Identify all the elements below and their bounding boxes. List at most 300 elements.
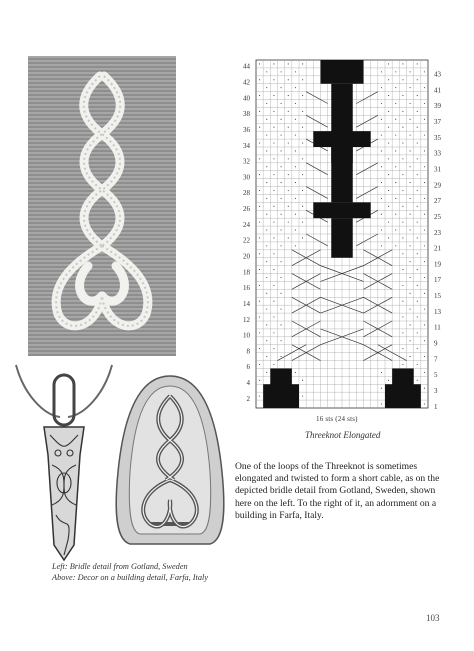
right-row-number: 23 — [434, 228, 441, 237]
purl-dot — [259, 396, 260, 397]
purl-dot — [273, 95, 274, 96]
left-row-number: 10 — [243, 331, 250, 340]
purl-dot — [417, 63, 418, 64]
purl-dot — [288, 111, 289, 112]
left-row-number: 8 — [246, 347, 250, 356]
left-row-number: 24 — [243, 220, 250, 229]
purl-dot — [302, 174, 303, 175]
purl-dot — [266, 245, 267, 246]
right-row-number: 37 — [434, 118, 441, 127]
purl-dot — [295, 372, 296, 373]
purl-dot — [266, 166, 267, 167]
purl-dot — [395, 119, 396, 120]
purl-dot — [410, 135, 411, 136]
purl-dot — [410, 277, 411, 278]
purl-dot — [273, 206, 274, 207]
purl-dot — [266, 277, 267, 278]
right-row-number: 15 — [434, 292, 441, 301]
purl-dot — [417, 142, 418, 143]
purl-dot — [402, 301, 403, 302]
purl-dot — [424, 229, 425, 230]
purl-dot — [266, 293, 267, 294]
purl-dot — [266, 261, 267, 262]
purl-dot — [402, 253, 403, 254]
purl-dot — [381, 388, 382, 389]
purl-dot — [395, 198, 396, 199]
purl-dot — [288, 190, 289, 191]
purl-dot — [259, 190, 260, 191]
purl-dot — [273, 332, 274, 333]
purl-dot — [266, 229, 267, 230]
purl-dot — [266, 103, 267, 104]
purl-dot — [410, 198, 411, 199]
purl-dot — [302, 190, 303, 191]
purl-dot — [281, 182, 282, 183]
right-row-number: 29 — [434, 181, 441, 190]
purl-dot — [295, 229, 296, 230]
purl-dot — [302, 206, 303, 207]
purl-dot — [288, 237, 289, 238]
purl-dot — [417, 285, 418, 286]
left-row-number: 28 — [243, 189, 250, 198]
left-row-number: 14 — [243, 299, 250, 308]
purl-dot — [395, 71, 396, 72]
purl-dot — [402, 237, 403, 238]
purl-dot — [417, 111, 418, 112]
purl-dot — [273, 190, 274, 191]
purl-dot — [273, 253, 274, 254]
purl-dot — [388, 63, 389, 64]
purl-dot — [281, 198, 282, 199]
purl-dot — [281, 214, 282, 215]
purl-dot — [410, 324, 411, 325]
purl-dot — [302, 142, 303, 143]
purl-dot — [381, 245, 382, 246]
purl-dot — [410, 229, 411, 230]
purl-dot — [295, 182, 296, 183]
purl-dot — [417, 332, 418, 333]
purl-dot — [259, 285, 260, 286]
purl-dot — [281, 135, 282, 136]
purl-dot — [417, 269, 418, 270]
purl-dot — [417, 174, 418, 175]
purl-dot — [259, 253, 260, 254]
purl-dot — [259, 206, 260, 207]
body-paragraph: One of the loops of the Threeknot is sometimes elongated and twisted to form a short cable, as on the depicted bridle detail from Gotland, Sweden, shown here on the left. To the right of it, an adornment on a building in Farfa, Italy. — [235, 461, 440, 521]
left-row-number: 40 — [243, 94, 250, 103]
purl-dot — [424, 324, 425, 325]
purl-dot — [410, 150, 411, 151]
purl-dot — [417, 316, 418, 317]
left-row-number: 16 — [243, 284, 250, 293]
purl-dot — [266, 324, 267, 325]
purl-dot — [381, 372, 382, 373]
purl-dot — [288, 222, 289, 223]
purl-dot — [266, 198, 267, 199]
purl-dot — [266, 119, 267, 120]
purl-dot — [395, 135, 396, 136]
purl-dot — [295, 150, 296, 151]
purl-dot — [388, 158, 389, 159]
purl-dot — [288, 142, 289, 143]
purl-dot — [395, 182, 396, 183]
purl-dot — [273, 127, 274, 128]
purl-dot — [402, 269, 403, 270]
black-block — [331, 147, 353, 202]
purl-dot — [281, 229, 282, 230]
purl-dot — [388, 142, 389, 143]
purl-dot — [424, 198, 425, 199]
purl-dot — [266, 214, 267, 215]
right-row-number: 9 — [434, 339, 438, 348]
purl-dot — [302, 396, 303, 397]
purl-dot — [424, 372, 425, 373]
purl-dot — [417, 348, 418, 349]
left-row-numbers — [243, 63, 251, 403]
purl-dot — [259, 316, 260, 317]
purl-dot — [402, 63, 403, 64]
purl-dot — [288, 158, 289, 159]
black-block — [263, 384, 299, 408]
left-row-number: 12 — [243, 315, 250, 324]
purl-dot — [259, 174, 260, 175]
purl-dot — [410, 245, 411, 246]
purl-dot — [424, 309, 425, 310]
right-row-number: 27 — [434, 197, 441, 206]
purl-dot — [395, 166, 396, 167]
purl-dot — [417, 190, 418, 191]
page-number: 103 — [426, 613, 440, 623]
purl-dot — [388, 206, 389, 207]
purl-dot — [395, 150, 396, 151]
purl-dot — [402, 316, 403, 317]
purl-dot — [302, 111, 303, 112]
purl-dot — [273, 79, 274, 80]
purl-dot — [402, 222, 403, 223]
purl-dot — [302, 79, 303, 80]
purl-dot — [381, 403, 382, 404]
purl-dot — [273, 316, 274, 317]
right-row-number: 17 — [434, 276, 441, 285]
purl-dot — [273, 301, 274, 302]
purl-dot — [281, 87, 282, 88]
purl-dot — [288, 174, 289, 175]
purl-dot — [259, 237, 260, 238]
purl-dot — [402, 364, 403, 365]
purl-dot — [424, 277, 425, 278]
black-block — [313, 131, 370, 147]
purl-dot — [281, 166, 282, 167]
purl-dot — [273, 348, 274, 349]
purl-dot — [281, 277, 282, 278]
bridle-drawing — [14, 355, 114, 565]
purl-dot — [273, 222, 274, 223]
purl-dot — [402, 127, 403, 128]
purl-dot — [281, 324, 282, 325]
purl-dot — [281, 356, 282, 357]
purl-dot — [388, 127, 389, 128]
purl-dot — [295, 245, 296, 246]
purl-dot — [266, 309, 267, 310]
purl-dot — [266, 182, 267, 183]
purl-dot — [259, 332, 260, 333]
purl-dot — [259, 63, 260, 64]
purl-dot — [281, 309, 282, 310]
purl-dot — [273, 158, 274, 159]
purl-dot — [281, 71, 282, 72]
purl-dot — [302, 63, 303, 64]
purl-dot — [281, 245, 282, 246]
purl-dot — [381, 166, 382, 167]
photo-caption-line-1: Left: Bridle detail from Gotland, Sweden — [52, 562, 188, 571]
purl-dot — [381, 71, 382, 72]
purl-dot — [259, 348, 260, 349]
left-row-number: 6 — [246, 363, 250, 372]
left-row-number: 26 — [243, 205, 250, 214]
purl-dot — [417, 301, 418, 302]
purl-dot — [410, 87, 411, 88]
purl-dot — [410, 214, 411, 215]
purl-dot — [259, 79, 260, 80]
black-block — [385, 384, 421, 408]
right-row-number: 5 — [434, 371, 438, 380]
left-row-number: 38 — [243, 110, 250, 119]
purl-dot — [410, 103, 411, 104]
purl-dot — [381, 214, 382, 215]
purl-dot — [273, 142, 274, 143]
purl-dot — [302, 380, 303, 381]
purl-dot — [259, 158, 260, 159]
purl-dot — [273, 63, 274, 64]
purl-dot — [424, 87, 425, 88]
left-row-number: 44 — [243, 62, 250, 71]
purl-dot — [295, 166, 296, 167]
right-row-number: 41 — [434, 86, 441, 95]
left-row-number: 32 — [243, 157, 250, 166]
left-row-number: 18 — [243, 268, 250, 277]
purl-dot — [424, 71, 425, 72]
purl-dot — [417, 127, 418, 128]
left-row-number: 30 — [243, 173, 250, 182]
purl-dot — [402, 285, 403, 286]
knitted-cable-photo — [28, 56, 176, 356]
purl-dot — [259, 95, 260, 96]
purl-dot — [381, 182, 382, 183]
right-row-number: 7 — [434, 355, 438, 364]
purl-dot — [402, 174, 403, 175]
chart-caption: Threeknot Elongated — [305, 430, 381, 440]
black-block — [331, 218, 353, 258]
purl-dot — [410, 340, 411, 341]
purl-dot — [259, 364, 260, 365]
purl-dot — [424, 356, 425, 357]
right-row-number: 1 — [434, 402, 438, 411]
purl-dot — [402, 348, 403, 349]
right-row-numbers — [434, 71, 442, 411]
purl-dot — [417, 79, 418, 80]
purl-dot — [295, 198, 296, 199]
right-row-number: 11 — [434, 323, 441, 332]
purl-dot — [410, 182, 411, 183]
purl-dot — [281, 119, 282, 120]
right-row-number: 13 — [434, 307, 441, 316]
purl-dot — [388, 174, 389, 175]
purl-dot — [295, 71, 296, 72]
chart-width-label: 16 sts (24 sts) — [316, 415, 358, 423]
purl-dot — [295, 103, 296, 104]
purl-dot — [388, 79, 389, 80]
purl-dot — [424, 214, 425, 215]
purl-dot — [266, 372, 267, 373]
purl-dot — [281, 293, 282, 294]
purl-dot — [402, 332, 403, 333]
right-row-number: 21 — [434, 244, 441, 253]
purl-dot — [395, 87, 396, 88]
purl-dot — [424, 293, 425, 294]
right-row-number: 25 — [434, 212, 441, 221]
purl-dot — [266, 356, 267, 357]
purl-dot — [417, 206, 418, 207]
purl-dot — [381, 103, 382, 104]
purl-dot — [410, 309, 411, 310]
purl-dot — [424, 166, 425, 167]
purl-dot — [273, 269, 274, 270]
purl-dot — [288, 127, 289, 128]
decor-drawing — [110, 372, 230, 548]
purl-dot — [266, 150, 267, 151]
right-row-number: 35 — [434, 133, 441, 142]
purl-dot — [302, 127, 303, 128]
left-row-number: 4 — [246, 379, 250, 388]
purl-dot — [388, 222, 389, 223]
purl-dot — [402, 206, 403, 207]
purl-dot — [417, 222, 418, 223]
threeknot-chart — [236, 56, 456, 426]
purl-dot — [259, 380, 260, 381]
purl-dot — [288, 79, 289, 80]
purl-dot — [424, 403, 425, 404]
black-block — [321, 60, 364, 84]
purl-dot — [424, 340, 425, 341]
purl-dot — [388, 95, 389, 96]
purl-dot — [266, 71, 267, 72]
purl-dot — [410, 356, 411, 357]
purl-dot — [302, 222, 303, 223]
purl-dot — [402, 111, 403, 112]
purl-dot — [259, 301, 260, 302]
purl-dot — [417, 253, 418, 254]
purl-dot — [381, 119, 382, 120]
purl-dot — [381, 198, 382, 199]
purl-dot — [259, 127, 260, 128]
purl-dot — [266, 135, 267, 136]
purl-dot — [402, 142, 403, 143]
purl-dot — [259, 222, 260, 223]
purl-dot — [388, 380, 389, 381]
left-row-number: 2 — [246, 394, 250, 403]
purl-dot — [388, 111, 389, 112]
purl-dot — [288, 206, 289, 207]
purl-dot — [424, 245, 425, 246]
right-row-number: 3 — [434, 386, 438, 395]
right-row-number: 39 — [434, 102, 441, 111]
right-row-number: 19 — [434, 260, 441, 269]
purl-dot — [388, 237, 389, 238]
purl-dot — [424, 388, 425, 389]
purl-dot — [381, 87, 382, 88]
left-row-number: 34 — [243, 141, 250, 150]
right-row-number: 33 — [434, 149, 441, 158]
right-row-number: 31 — [434, 165, 441, 174]
purl-dot — [395, 229, 396, 230]
black-block — [313, 202, 370, 218]
purl-dot — [302, 158, 303, 159]
photo-caption — [52, 561, 252, 583]
purl-dot — [281, 340, 282, 341]
purl-dot — [402, 158, 403, 159]
purl-dot — [424, 182, 425, 183]
purl-dot — [417, 380, 418, 381]
purl-dot — [273, 111, 274, 112]
purl-dot — [417, 95, 418, 96]
purl-dot — [288, 63, 289, 64]
purl-dot — [295, 135, 296, 136]
purl-dot — [395, 245, 396, 246]
purl-dot — [417, 237, 418, 238]
left-row-number: 20 — [243, 252, 250, 261]
purl-dot — [402, 190, 403, 191]
purl-dot — [410, 71, 411, 72]
purl-dot — [402, 95, 403, 96]
purl-dot — [381, 150, 382, 151]
purl-dot — [259, 269, 260, 270]
purl-dot — [417, 158, 418, 159]
left-row-number: 36 — [243, 125, 250, 134]
purl-dot — [259, 111, 260, 112]
purl-dot — [381, 229, 382, 230]
purl-dot — [273, 237, 274, 238]
left-row-number: 42 — [243, 78, 250, 87]
purl-dot — [302, 95, 303, 96]
purl-dot — [273, 364, 274, 365]
purl-dot — [281, 261, 282, 262]
purl-dot — [266, 87, 267, 88]
purl-dot — [281, 150, 282, 151]
purl-dot — [402, 79, 403, 80]
purl-dot — [273, 174, 274, 175]
photo-caption-line-2: Above: Decor on a building detail, Farfa, Italy — [52, 573, 208, 582]
purl-dot — [424, 261, 425, 262]
purl-dot — [295, 87, 296, 88]
purl-dot — [381, 135, 382, 136]
left-row-number: 22 — [243, 236, 250, 245]
purl-dot — [273, 285, 274, 286]
purl-dot — [410, 261, 411, 262]
purl-dot — [410, 166, 411, 167]
purl-dot — [302, 237, 303, 238]
purl-dot — [410, 119, 411, 120]
purl-dot — [417, 364, 418, 365]
purl-dot — [410, 293, 411, 294]
purl-dot — [266, 340, 267, 341]
purl-dot — [259, 142, 260, 143]
purl-dot — [288, 95, 289, 96]
purl-dot — [395, 214, 396, 215]
purl-dot — [424, 119, 425, 120]
right-row-number: 43 — [434, 70, 441, 79]
purl-dot — [281, 103, 282, 104]
purl-dot — [388, 190, 389, 191]
